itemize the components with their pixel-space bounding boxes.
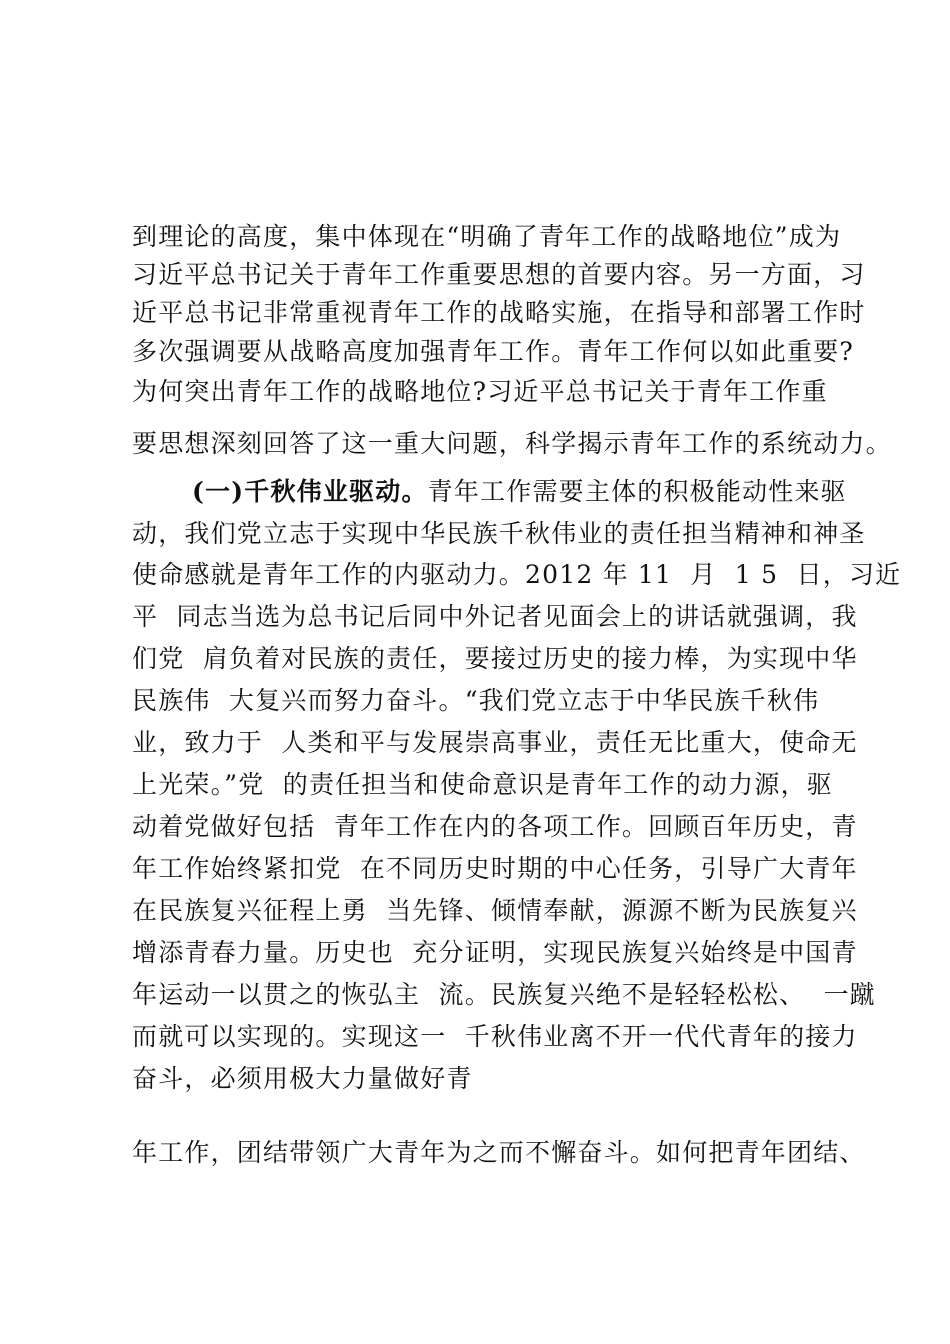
text-line: 们党 肩负着对民族的责任，要接过历史的接力棒，为实现中华: [132, 644, 858, 673]
text-line: 平 同志当选为总书记后同中外记者见面会上的讲话就强调，我: [132, 602, 858, 631]
text-line: 在民族复兴征程上勇 当先锋、倾情奉献，源源不断为民族复兴: [132, 896, 858, 925]
text-line: 上光荣。”党 的责任担当和使命意识是青年工作的动力源，驱: [132, 770, 833, 799]
heading-line-text: 青年工作需要主体的积极能动性来驱: [427, 477, 847, 506]
text-line: 年工作始终紧扣党 在不同历史时期的中心任务，引导广大青年: [132, 854, 858, 883]
text-line: 动，我们党立志于实现中华民族千秋伟业的责任担当精神和神圣: [132, 519, 866, 548]
text-line: 到理论的高度，集中体现在“明确了青年工作的战略地位”成为: [132, 222, 842, 251]
text-line: 年工作，团结带领广大青年为之而不懈奋斗。如何把青年团结、: [132, 1138, 866, 1167]
text-line: 民族伟 大复兴而努力奋斗。“我们党立志于中华民族千秋伟: [132, 686, 820, 715]
text-line: 近平总书记非常重视青年工作的战略实施，在指导和部署工作时: [132, 298, 866, 327]
paragraph-heading-line: [192, 477, 847, 507]
section-heading: (一)千秋伟业驱动。: [192, 477, 428, 506]
text-line: 增添青春力量。历史也 充分证明，实现民族复兴始终是中国青: [132, 938, 858, 967]
text-line: 多次强调要从战略高度加强青年工作。青年工作何以如此重要?: [132, 337, 855, 366]
text-line: 动着党做好包括 青年工作在内的各项工作。回顾百年历史，青: [132, 812, 858, 841]
text-line: 而就可以实现的。实现这一 千秋伟业离不开一代代青年的接力: [132, 1022, 858, 1051]
text-line: 要思想深刻回答了这一重大问题，科学揭示青年工作的系统动力。: [132, 429, 892, 458]
text-line: 使命感就是青年工作的内驱动力。2012 年 11 月 1 5 日，习近: [132, 560, 902, 589]
text-line: 年运动一以贯之的恢弘主 流。民族复兴绝不是轻轻松松、 一蹴: [132, 980, 876, 1009]
text-line: 奋斗，必须用极大力量做好青: [132, 1064, 473, 1093]
text-line: 业，致力于 人类和平与发展崇高事业，责任无比重大，使命无: [132, 728, 858, 757]
text-line: 为何突出青年工作的战略地位?习近平总书记关于青年工作重: [132, 377, 828, 406]
text-line: 习近平总书记关于青年工作重要思想的首要内容。另一方面，习: [132, 260, 866, 289]
